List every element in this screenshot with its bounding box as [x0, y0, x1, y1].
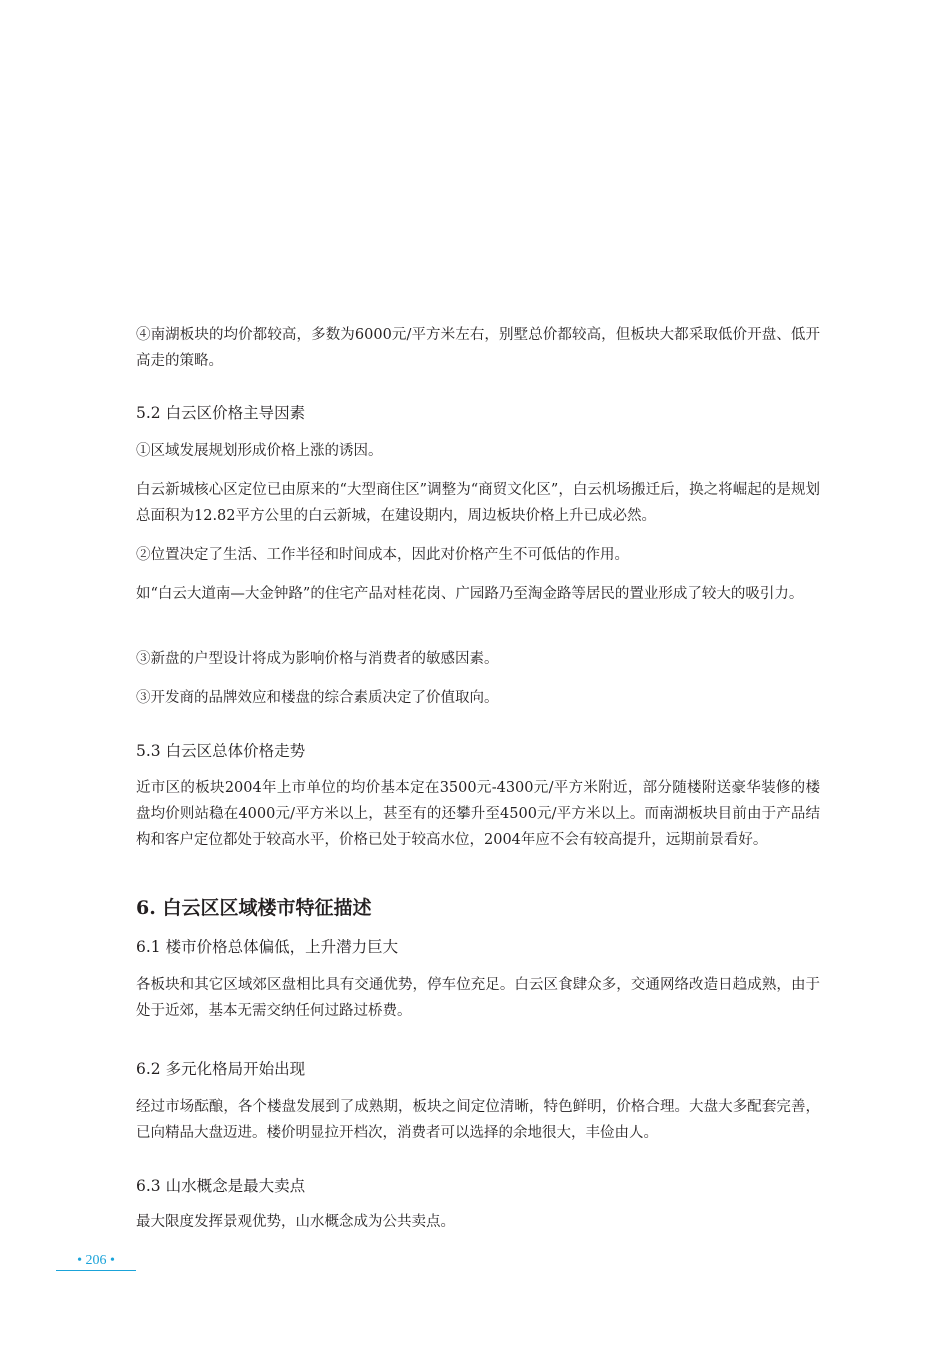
paragraph-location-factor: ②位置决定了生活、工作半径和时间成本，因此对价格产生不可低估的作用。	[136, 547, 629, 563]
paragraph-traffic-advantage: 各板块和其它区域郊区盘相比具有交通优势，停车位充足。白云区食肆众多，交通网络改造日趋成熟，由于处于近郊，基本无需交纳任何过路过桥费。	[136, 977, 820, 1019]
paragraph-diversified-pattern: 经过市场酝酿，各个楼盘发展到了成熟期，板块之间定位清晰，特色鲜明，价格合理。大盘大多配套完善，已向精品大盘迈进。楼价明显拉开档次，消费者可以选择的余地很大，丰俭由人。	[136, 1099, 820, 1141]
paragraph-layout-factor: ③新盘的户型设计将成为影响价格与消费者的敏感因素。	[136, 651, 499, 667]
section-heading-6-2: 6.2 多元化格局开始出现	[136, 1060, 306, 1078]
paragraph-nanhu-prices: ④南湖板块的均价都较高，多数为6000元/平方米左右，别墅总价都较高，但板块大都采取低价开盘、低开高走的策略。	[136, 327, 820, 369]
paragraph-new-city-core: 白云新城核心区定位已由原来的“大型商住区”调整为“商贸文化区”，白云机场搬迁后，换之将崛起的是规划总面积为12.82平方公里的白云新城，在建设期内，周边板块价格上升已成必然。	[136, 482, 820, 524]
section-heading-6-1: 6.1 楼市价格总体偏低，上升潜力巨大	[136, 938, 399, 956]
paragraph-baiyun-avenue: 如“白云大道南—大金钟路”的住宅产品对桂花岗、广园路乃至淘金路等居民的置业形成了较大的吸引力。	[136, 586, 804, 602]
section-heading-5-3: 5.3 白云区总体价格走势	[136, 742, 306, 760]
page-number: • 206 •	[77, 1253, 115, 1268]
section-heading-6-3: 6.3 山水概念是最大卖点	[136, 1177, 306, 1195]
chapter-heading-6: 6. 白云区区域楼市特征描述	[136, 897, 372, 919]
paragraph-planning-factor: ①区域发展规划形成价格上涨的诱因。	[136, 443, 383, 459]
section-heading-5-2: 5.2 白云区价格主导因素	[136, 404, 306, 422]
paragraph-price-trend: 近市区的板块2004年上市单位的均价基本定在3500元-4300元/平方米附近，部分随楼附送豪华装修的楼盘均价则站稳在4000元/平方米以上，甚至有的还攀升至4500元/平方米以上。而南湖板块目前由于产品结构和客户定位都处于较高水平，价格已处于较高水位，2004年应不会有较高提升，远期前景看好。	[136, 780, 820, 848]
page-number-underline	[56, 1270, 136, 1271]
paragraph-landscape-concept: 最大限度发挥景观优势，山水概念成为公共卖点。	[136, 1214, 455, 1230]
paragraph-brand-factor: ③开发商的品牌效应和楼盘的综合素质决定了价值取向。	[136, 690, 499, 706]
